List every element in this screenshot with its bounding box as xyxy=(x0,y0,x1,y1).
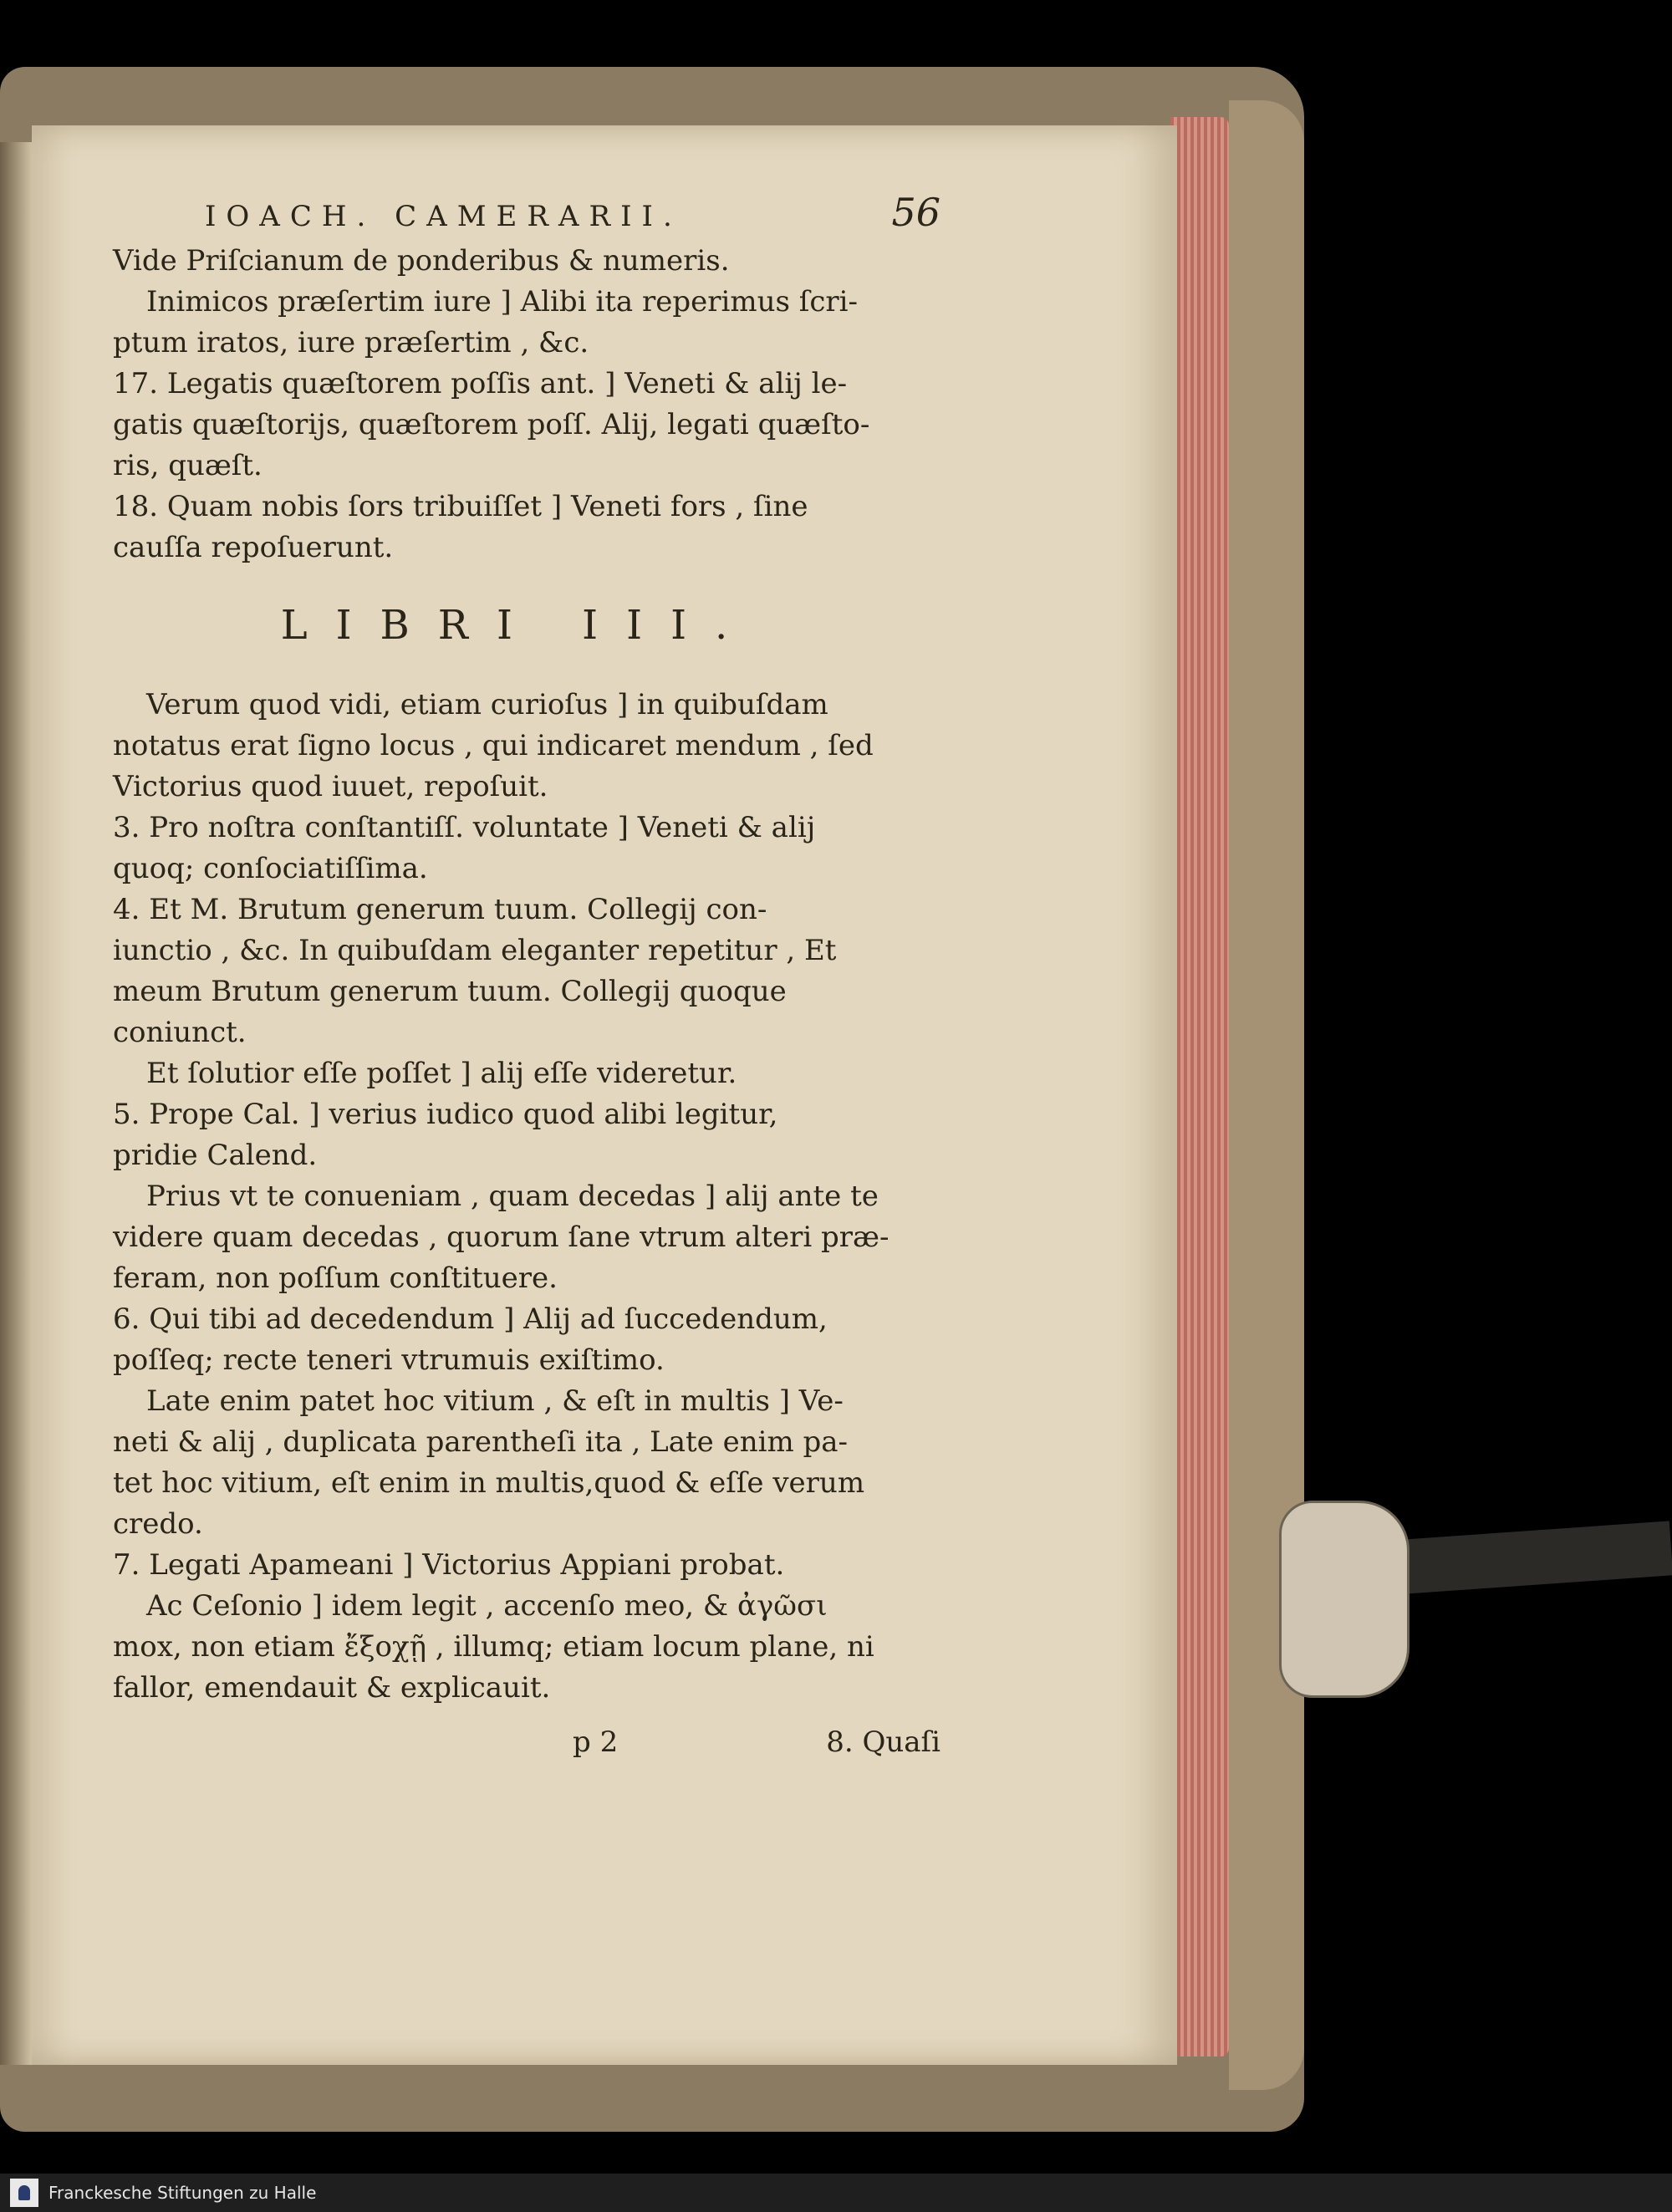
text-line: videre quam decedas , quorum ſane vtrum alteri præ- xyxy=(113,1221,890,1254)
running-head-title: IOACH. CAMERARII. xyxy=(205,200,682,233)
paragraph xyxy=(113,241,940,282)
section-title: LIBRI III. xyxy=(280,602,757,649)
text-line: poſſeq; recte teneri vtrumuis exiſtimo. xyxy=(113,1343,665,1377)
paragraph xyxy=(113,1545,940,1586)
text-line: tet hoc vitium, eſt enim in multis,quod & eſſe verum xyxy=(113,1466,865,1500)
text-line: feram, non poſſum conſtituere. xyxy=(113,1261,558,1295)
text-line: 3. Pro noſtra conſtantiſſ. voluntate ] Veneti & alij xyxy=(113,811,816,844)
text-line: cauſſa repoſuerunt. xyxy=(113,531,394,564)
page-text xyxy=(113,192,940,1763)
left-page-edge xyxy=(0,142,32,2065)
text-line: Late enim patet hoc vitium , & eſt in multis ] Ve- xyxy=(146,1384,844,1418)
paragraph xyxy=(113,1176,940,1217)
paragraph xyxy=(113,1381,940,1422)
page-number: 56 xyxy=(891,190,940,235)
paragraphs-section xyxy=(113,685,940,1709)
paragraph xyxy=(113,1627,940,1709)
running-head xyxy=(205,192,940,237)
text-line: neti & alij , duplicata parentheſi ita , Late enim pa- xyxy=(113,1425,849,1459)
text-line: 18. Quam nobis ſors tribuiſſet ] Veneti fors , ſine xyxy=(113,490,808,523)
catchline xyxy=(113,1722,940,1763)
paragraph xyxy=(113,1299,940,1381)
paragraph xyxy=(113,1586,940,1627)
text-line: meum Brutum generum tuum. Collegij quoque xyxy=(113,975,787,1008)
text-line: 6. Qui tibi ad decedendum ] Alij ad ſuccedendum, xyxy=(113,1302,828,1336)
text-line: Vide Priſcianum de ponderibus & numeris. xyxy=(113,244,730,278)
page-foredge xyxy=(1170,117,1229,2057)
text-line: Ac Ceſonio ] idem legit , accenſo meo, & ἀγῶσι xyxy=(146,1589,828,1623)
text-line: 7. Legati Apameani ] Victorius Appiani probat. xyxy=(113,1548,785,1582)
text-line: 5. Prope Cal. ] verius iudico quod alibi legitur, xyxy=(113,1098,778,1131)
paragraph xyxy=(113,1217,940,1299)
paragraph xyxy=(113,282,940,323)
text-line: notatus erat ſigno locus , qui indicaret mendum , ſed xyxy=(113,729,874,762)
paragraph xyxy=(113,1053,940,1094)
paragraph xyxy=(113,685,940,726)
text-line: Verum quod vidi, etiam curioſus ] in quibuſdam xyxy=(146,688,828,721)
catchword: 8. Quaſi xyxy=(826,1725,940,1759)
text-line: credo. xyxy=(113,1507,203,1541)
text-line: Victorius quod iuuet, repoſuit. xyxy=(113,770,548,803)
text-line: gatis quæſtorijs, quæſtorem poſſ. Alij, legati quæſto- xyxy=(113,408,870,441)
text-line: quoq; conſociatiſſima. xyxy=(113,852,428,885)
text-line: fallor, emendauit & explicauit. xyxy=(113,1671,551,1705)
text-line: 4. Et M. Brutum generum tuum. Collegij con- xyxy=(113,893,767,926)
paragraph xyxy=(113,1094,940,1176)
text-line: Et ſolutior eſſe poſſet ] alij eſſe videretur. xyxy=(146,1057,737,1090)
text-line: ris, quæſt. xyxy=(113,449,263,482)
paragraph xyxy=(113,323,940,364)
text-line: pridie Calend. xyxy=(113,1139,318,1172)
paragraph xyxy=(113,487,940,568)
paragraph xyxy=(113,889,940,1053)
text-line: coniunct. xyxy=(113,1016,247,1049)
signature-mark: p 2 xyxy=(573,1725,619,1759)
text-line: 17. Legatis quæſtorem poſſis ant. ] Veneti & alij le- xyxy=(113,367,848,400)
footer-bar xyxy=(0,2174,1672,2212)
paragraph xyxy=(113,1422,940,1545)
text-line: Prius vt te conueniam , quam decedas ] alij ante te xyxy=(146,1180,879,1213)
paragraph xyxy=(113,808,940,889)
text-line: Inimicos præſertim iure ] Alibi ita reperimus ſcri- xyxy=(146,285,859,319)
paragraph xyxy=(113,364,940,487)
paragraphs-before-section xyxy=(113,241,940,568)
text-line: iunctio , &c. In quibuſdam eleganter repetitur , Et xyxy=(113,934,837,967)
institution-logo-icon xyxy=(10,2179,38,2207)
text-line: mox, non etiam ἔξοχῇ , illumq; etiam locum plane, ni xyxy=(113,1630,874,1664)
text-line: ptum iratos, iure præſertim , &c. xyxy=(113,326,589,359)
paragraph xyxy=(113,726,940,808)
clasp xyxy=(1279,1501,1409,1698)
book-cover-right xyxy=(1229,100,1304,2090)
footer-institution: Franckesche Stiftungen zu Halle xyxy=(48,2183,317,2203)
